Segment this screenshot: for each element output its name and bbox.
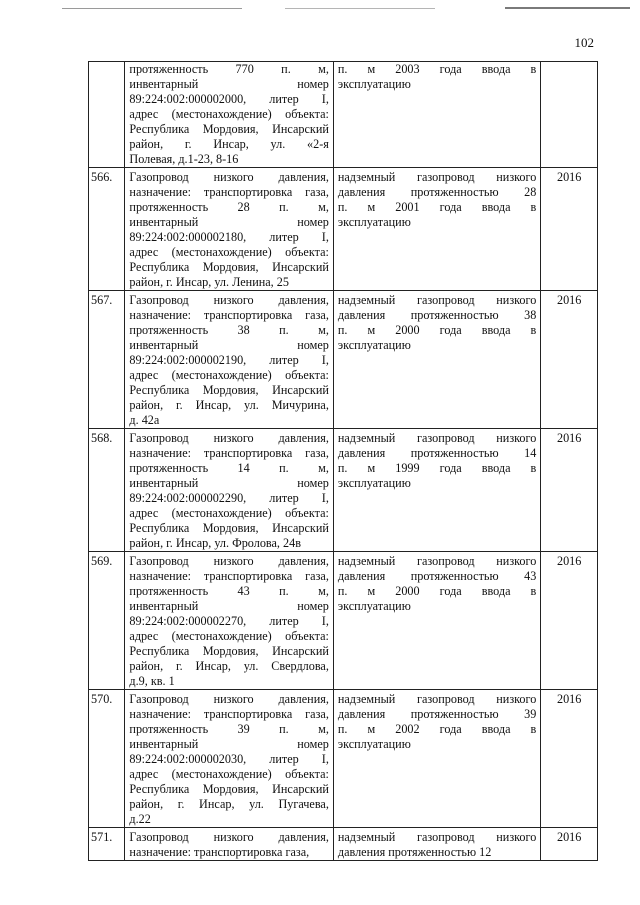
text-line: адрес (местонахождение) объекта: [129,506,329,520]
text-line: протяженность 43 п. м, [129,584,329,598]
text-line: 89:224:002:000002030, литер I, [129,752,329,766]
text-line: инвентарный номер [129,737,329,751]
text-line: п. м 2000 года ввода в [337,584,537,598]
text-line: район, г. Инсар, ул. Ленина, 25 [129,275,289,289]
text-line: п. м 2000 года ввода в [337,323,537,337]
object-characteristics [333,828,540,861]
row-number: 570. [89,690,125,828]
text-line: 89:224:002:000002000, литер I, [129,92,329,106]
text-line: Республика Мордовия, Инсарский [129,644,329,658]
text-line: давления протяженностью 28 [337,185,537,199]
text-line: эксплуатацию [337,77,411,91]
text-line: Газопровод низкого давления, [129,293,329,307]
year: 2016 [541,690,598,828]
text-line: протяженность 28 п. м, [129,200,329,214]
text-line: эксплуатацию [337,737,411,751]
text-line: 89:224:002:000002180, литер I, [129,230,329,244]
text-line: район, г. Инсар, ул. Фролова, 24в [129,536,301,550]
text-line: инвентарный номер [129,338,329,352]
text-line: район, г. Инсар, ул. Свердлова, [129,659,329,673]
text-line: район, г. Инсар, ул. Мичурина, [129,398,329,412]
text-line: надземный газопровод низкого [337,170,537,184]
page-number: 102 [574,35,594,50]
text-line: Газопровод низкого давления, [129,170,329,184]
year: 2016 [541,429,598,552]
text-line: инвентарный номер [129,215,329,229]
table-row [89,690,598,828]
text-line: Республика Мордовия, Инсарский [129,383,329,397]
table-row [89,828,598,861]
object-characteristics [333,552,540,690]
text-line: адрес (местонахождение) объекта: [129,245,329,259]
registry-table-body [89,62,598,861]
row-number: 571. [89,828,125,861]
text-line: давления протяженностью 14 [337,446,537,460]
object-description [125,429,333,552]
text-line: протяженность 38 п. м, [129,323,329,337]
text-line: назначение: транспортировка газа, [129,308,329,322]
text-line: инвентарный номер [129,77,329,91]
text-line: эксплуатацию [337,599,411,613]
table-row [89,552,598,690]
text-line: п. м 1999 года ввода в [337,461,537,475]
object-characteristics [333,429,540,552]
text-line: назначение: транспортировка газа, [129,845,310,859]
registry-table [88,61,598,861]
text-line: протяженность 14 п. м, [129,461,329,475]
text-line: п. м 2001 года ввода в [337,200,537,214]
scan-artifact-line [285,8,435,9]
text-line: 89:224:002:000002270, литер I, [129,614,329,628]
text-line: протяженность 770 п. м, [129,62,329,76]
object-characteristics [333,168,540,291]
text-line: Республика Мордовия, Инсарский [129,521,329,535]
year: 2016 [541,552,598,690]
year: 2016 [541,291,598,429]
text-line: назначение: транспортировка газа, [129,446,329,460]
text-line: адрес (местонахождение) объекта: [129,629,329,643]
text-line: инвентарный номер [129,599,329,613]
text-line: надземный газопровод низкого [337,830,537,844]
text-line: инвентарный номер [129,476,329,490]
text-line: Полевая, д.1-23, 8-16 [129,152,239,166]
scan-artifact-line [505,7,630,9]
text-line: назначение: транспортировка газа, [129,569,329,583]
text-line: давления протяженностью 43 [337,569,537,583]
year: 2016 [541,168,598,291]
object-description [125,168,333,291]
row-number [89,62,125,168]
text-line: протяженность 39 п. м, [129,722,329,736]
text-line: Газопровод низкого давления, [129,554,329,568]
text-line: д. 42а [129,413,160,427]
text-line: 89:224:002:000002290, литер I, [129,491,329,505]
text-line: надземный газопровод низкого [337,554,537,568]
text-line: давления протяженностью 39 [337,707,537,721]
text-line: д.22 [129,812,151,826]
text-line: Газопровод низкого давления, [129,830,329,844]
text-line: район, г. Инсар, ул. Пугачева, [129,797,329,811]
table-row [89,168,598,291]
text-line: Республика Мордовия, Инсарский [129,122,329,136]
text-line: 89:224:002:000002190, литер I, [129,353,329,367]
row-number: 566. [89,168,125,291]
text-line: надземный газопровод низкого [337,293,537,307]
row-number: 567. [89,291,125,429]
text-line: Газопровод низкого давления, [129,692,329,706]
text-line: адрес (местонахождение) объекта: [129,368,329,382]
object-description [125,552,333,690]
text-line: назначение: транспортировка газа, [129,185,329,199]
object-characteristics [333,291,540,429]
text-line: давления протяженностью 38 [337,308,537,322]
row-number: 568. [89,429,125,552]
object-description [125,690,333,828]
object-characteristics [333,690,540,828]
text-line: эксплуатацию [337,338,411,352]
table-row-continuation [89,62,598,168]
text-line: адрес (местонахождение) объекта: [129,767,329,781]
text-line: район, г. Инсар, ул. «2-я [129,137,329,151]
text-line: д.9, кв. 1 [129,674,175,688]
year: 2016 [541,828,598,861]
text-line: эксплуатацию [337,215,411,229]
text-line: надземный газопровод низкого [337,692,537,706]
row-number: 569. [89,552,125,690]
object-description [125,62,333,168]
text-line: адрес (местонахождение) объекта: [129,107,329,121]
text-line: Республика Мордовия, Инсарский [129,260,329,274]
text-line: надземный газопровод низкого [337,431,537,445]
object-characteristics [333,62,540,168]
table-row [89,291,598,429]
object-description [125,828,333,861]
text-line: Республика Мордовия, Инсарский [129,782,329,796]
text-line: назначение: транспортировка газа, [129,707,329,721]
text-line: давления протяженностью 12 [337,845,492,859]
scan-artifact-line [62,8,242,9]
text-line: Газопровод низкого давления, [129,431,329,445]
text-line: п. м 2002 года ввода в [337,722,537,736]
text-line: п. м 2003 года ввода в [337,62,537,76]
table-row [89,429,598,552]
text-line: эксплуатацию [337,476,411,490]
year [541,62,598,168]
object-description [125,291,333,429]
